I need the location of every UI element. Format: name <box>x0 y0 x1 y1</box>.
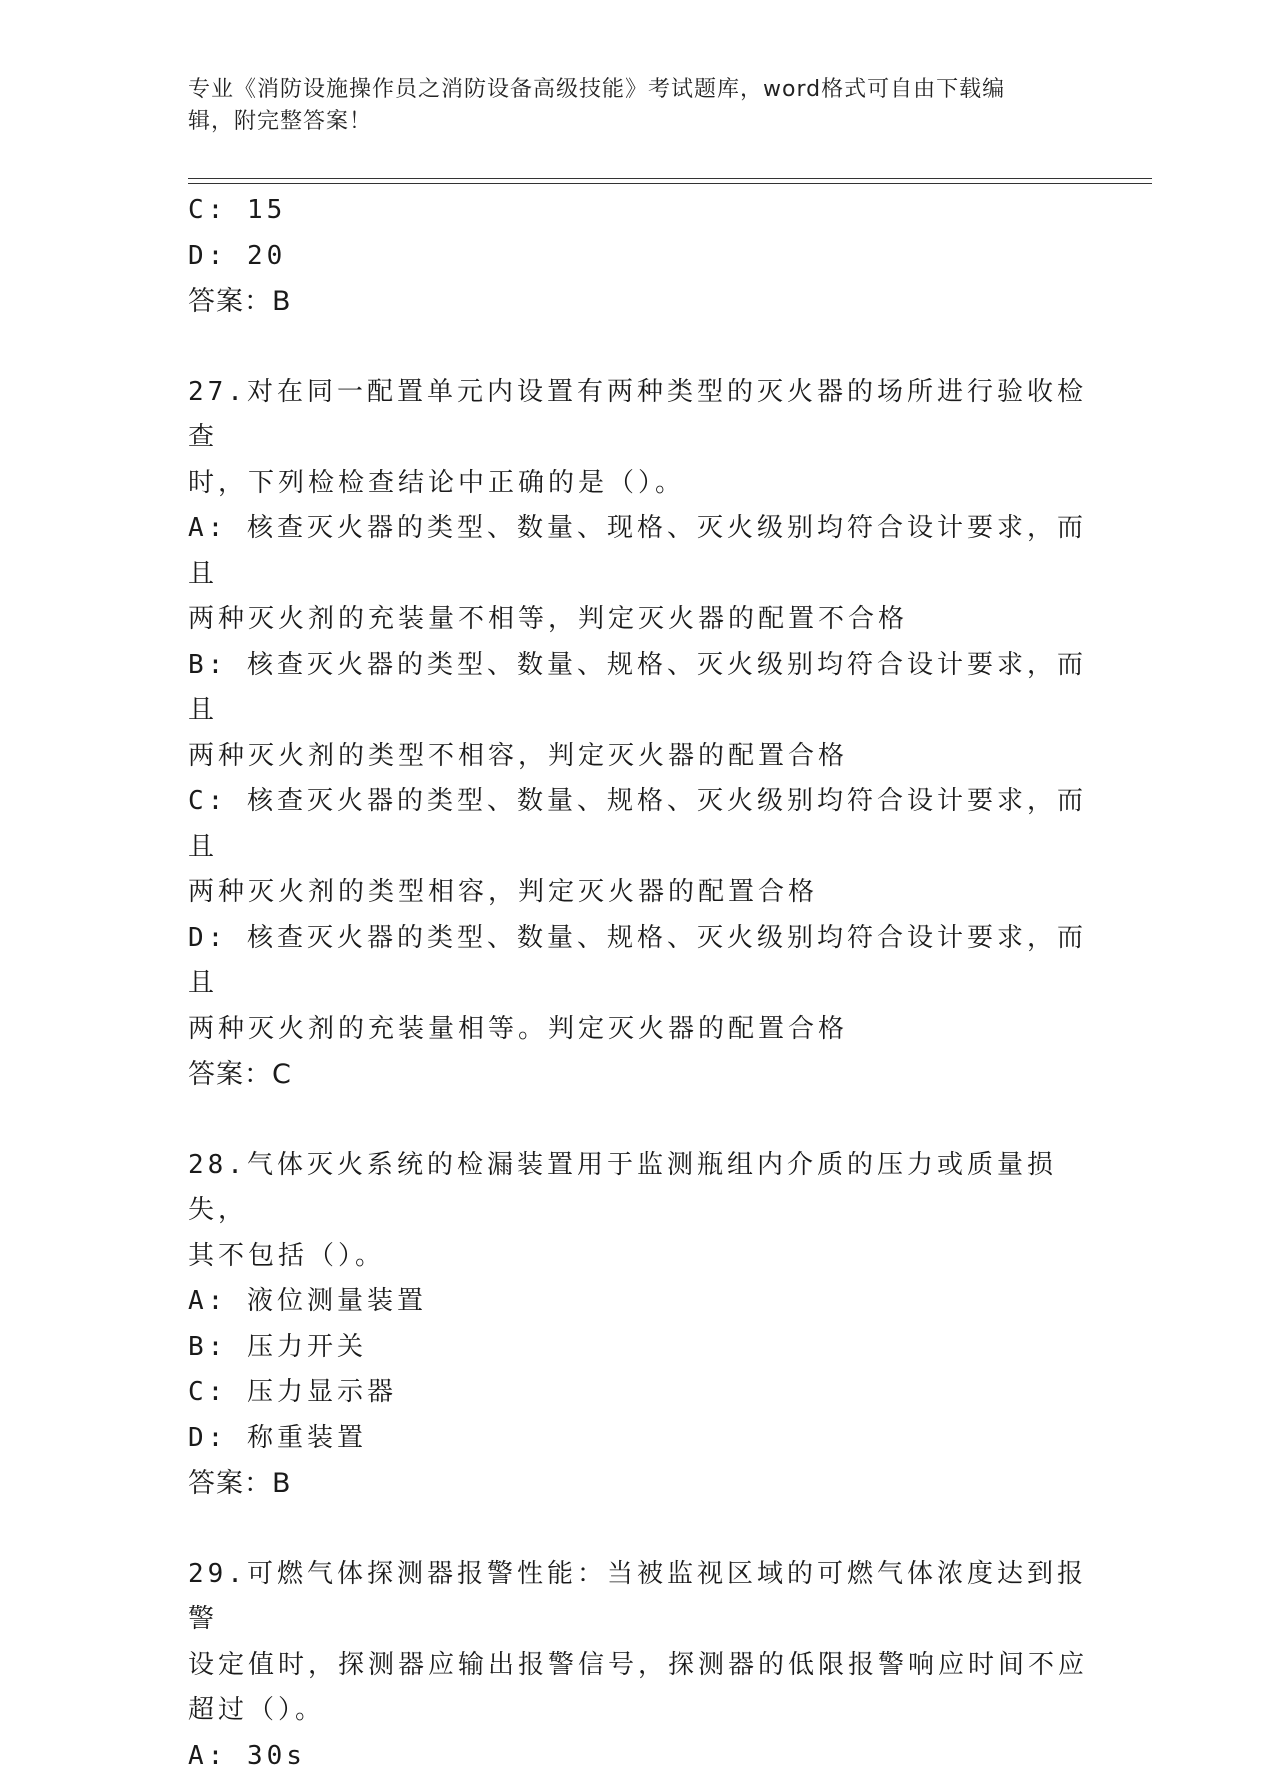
answer-label: 答案：B <box>188 279 1088 325</box>
question-content <box>188 188 1088 1779</box>
question-stem-line: 其不包括（）。 <box>188 1234 1088 1280</box>
answer-label: 答案：C <box>188 1052 1088 1098</box>
option-a: A: 核查灭火器的类型、数量、现格、灭火级别均符合设计要求，而且 <box>188 506 1088 597</box>
header-line-1: 专业《消防设施操作员之消防设备高级技能》考试题库，word格式可自由下载编 <box>188 74 1078 106</box>
spacer <box>188 325 1088 370</box>
question-29 <box>188 1552 1088 1779</box>
header-divider-bottom <box>188 183 1152 184</box>
spacer <box>188 1507 1088 1552</box>
option-c-continued: 两种灭火剂的类型相容，判定灭火器的配置合格 <box>188 870 1088 916</box>
question-27 <box>188 370 1088 1098</box>
question-stem-line: 时，下列检检查结论中正确的是（）。 <box>188 461 1088 507</box>
header-line-2: 辑，附完整答案！ <box>188 106 1078 138</box>
option-b: B: 核查灭火器的类型、数量、规格、灭火级别均符合设计要求，而且 <box>188 643 1088 734</box>
option-d: D: 20 <box>188 234 1088 280</box>
option-a: A: 液位测量装置 <box>188 1279 1088 1325</box>
option-c: C: 核查灭火器的类型、数量、规格、灭火级别均符合设计要求，而且 <box>188 779 1088 870</box>
option-c: C: 15 <box>188 188 1088 234</box>
option-b: B: 压力开关 <box>188 1325 1088 1371</box>
option-d: D: 称重装置 <box>188 1416 1088 1462</box>
spacer <box>188 1098 1088 1143</box>
question-stem-line: 设定值时，探测器应输出报警信号，探测器的低限报警响应时间不应 <box>188 1643 1088 1689</box>
question-26-tail <box>188 188 1088 325</box>
header-divider-top <box>188 178 1152 179</box>
page-header <box>188 74 1078 138</box>
question-stem-line: 超过（）。 <box>188 1688 1088 1734</box>
question-stem-line: 29.可燃气体探测器报警性能：当被监视区域的可燃气体浓度达到报警 <box>188 1552 1088 1643</box>
option-a: A: 30s <box>188 1734 1088 1779</box>
question-stem-line: 27.对在同一配置单元内设置有两种类型的灭火器的场所进行验收检查 <box>188 370 1088 461</box>
answer-label: 答案：B <box>188 1461 1088 1507</box>
option-d: D: 核查灭火器的类型、数量、规格、灭火级别均符合设计要求，而且 <box>188 916 1088 1007</box>
option-c: C: 压力显示器 <box>188 1370 1088 1416</box>
question-stem-line: 28.气体灭火系统的检漏装置用于监测瓶组内介质的压力或质量损失， <box>188 1143 1088 1234</box>
question-28 <box>188 1143 1088 1507</box>
option-b-continued: 两种灭火剂的类型不相容，判定灭火器的配置合格 <box>188 734 1088 780</box>
option-a-continued: 两种灭火剂的充装量不相等，判定灭火器的配置不合格 <box>188 597 1088 643</box>
option-d-continued: 两种灭火剂的充装量相等。判定灭火器的配置合格 <box>188 1007 1088 1053</box>
